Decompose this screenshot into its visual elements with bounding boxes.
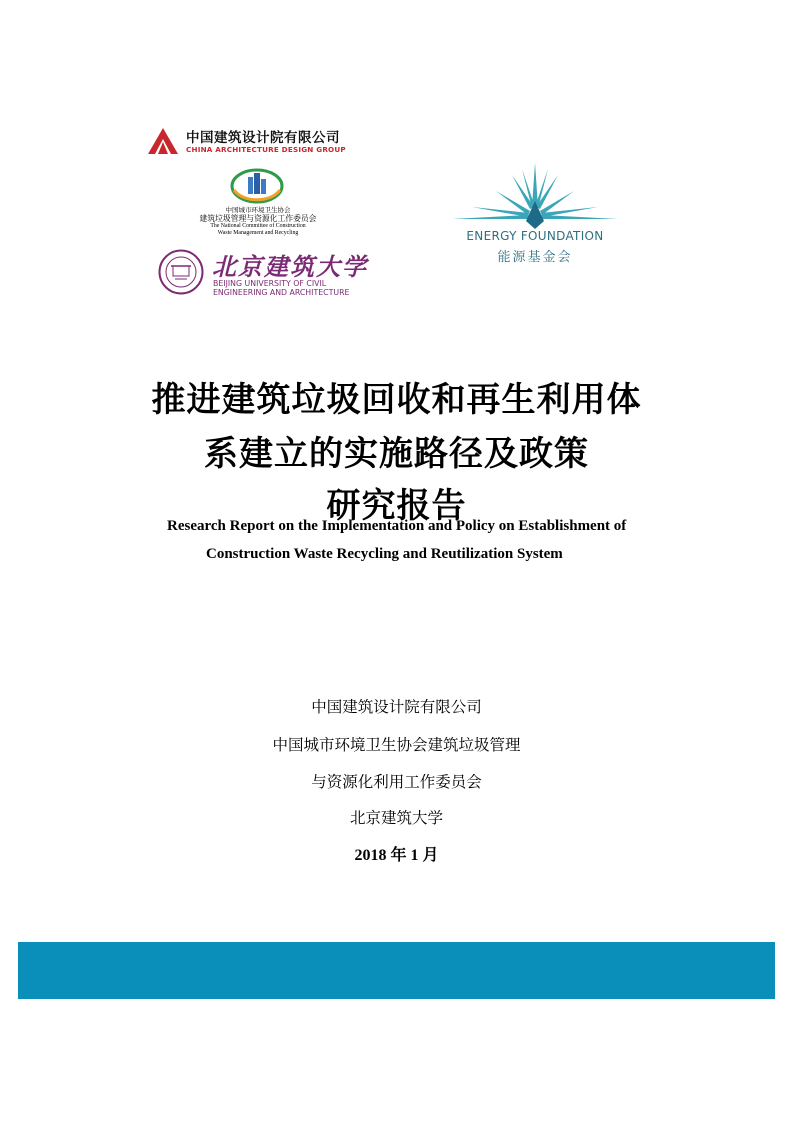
report-title-line-2: 系建立的实施路径及政策 — [204, 434, 589, 474]
bucea-name-cn: 北京建筑大学 — [212, 252, 368, 281]
energy-foundation-name-en: ENERGY FOUNDATION — [466, 229, 604, 243]
cadg-name-en: CHINA ARCHITECTURE DESIGN GROUP — [186, 145, 346, 154]
author-line-3: 与资源化利用工作委员会 — [311, 773, 482, 791]
report-subtitle-line-1: Research Report on the Implementation and Policy on Establishment of — [167, 518, 627, 534]
report-title-line-3: 研究报告 — [326, 486, 467, 526]
committee-name-en-2: Waste Management and Recycling — [217, 230, 299, 236]
bucea-seal-icon — [158, 249, 204, 295]
cadg-logo — [148, 126, 378, 158]
committee-name-en-1: The National Committee of Construction — [210, 223, 306, 229]
committee-logo — [170, 168, 346, 242]
publish-date: 2018 年 1 月 — [354, 847, 439, 864]
report-title-line-1: 推进建筑垃圾回收和再生利用体 — [151, 380, 642, 420]
energy-foundation-name-cn: 能源基金会 — [497, 250, 573, 265]
cadg-name-cn: 中国建筑设计院有限公司 — [186, 130, 340, 146]
author-line-4: 北京建筑大学 — [349, 809, 443, 827]
cadg-mark-icon — [148, 128, 178, 154]
author-line-2: 中国城市环境卫生协会建筑垃圾管理 — [272, 736, 521, 754]
energy-burst-icon — [452, 163, 618, 229]
bucea-name-en-2: ENGINEERING AND ARCHITECTURE — [213, 288, 350, 297]
footer-band — [18, 942, 775, 999]
bucea-logo — [158, 249, 368, 299]
energy-foundation-logo — [452, 163, 618, 267]
committee-name-cn-1: 中国城市环境卫生协会 — [225, 206, 291, 214]
author-line-1: 中国建筑设计院有限公司 — [311, 698, 482, 716]
bucea-name-en-1: BEIJING UNIVERSITY OF CIVIL — [213, 279, 327, 288]
committee-name-cn-2: 建筑垃圾管理与资源化工作委员会 — [199, 214, 317, 223]
report-subtitle-line-2: Construction Waste Recycling and Reutilization System — [206, 546, 563, 562]
committee-emblem-icon — [230, 168, 284, 204]
